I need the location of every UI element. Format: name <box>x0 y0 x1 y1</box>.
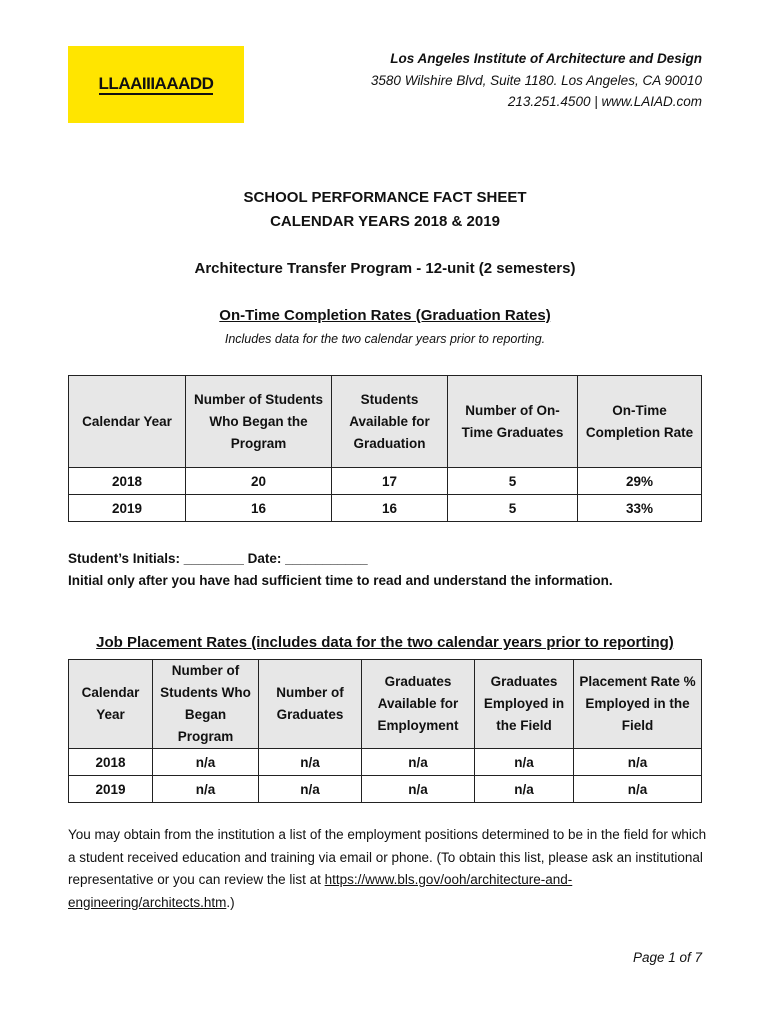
completion-heading: On-Time Completion Rates (Graduation Rates) <box>219 307 551 324</box>
placement-heading: Job Placement Rates (includes data for the two calendar years prior to reporting) <box>96 634 674 651</box>
table-cell: 5 <box>448 495 578 522</box>
column-header: Graduates Available for Employment <box>362 660 475 749</box>
table-cell: n/a <box>153 749 259 776</box>
title-line-2: CALENDAR YEARS 2018 & 2019 <box>270 213 500 230</box>
initials-line: Student’s Initials: ________ Date: ___________ <box>68 551 368 566</box>
table-cell: n/a <box>259 776 362 803</box>
table-cell: 16 <box>332 495 448 522</box>
note-text: You may obtain from the institution a list of the employment positions determined to be in the field for which a student received education and training via email or phone. (To obtain this list, please ask an institutional representative or you can review the list at <box>68 827 707 887</box>
table-cell: 16 <box>186 495 332 522</box>
institution-header <box>371 48 702 113</box>
table-row <box>69 776 702 803</box>
table-cell: 2018 <box>69 749 153 776</box>
table-cell: n/a <box>574 776 702 803</box>
table-cell: n/a <box>362 749 475 776</box>
placement-table <box>68 659 702 803</box>
table-cell: n/a <box>475 776 574 803</box>
table-cell: n/a <box>153 776 259 803</box>
table-cell: 5 <box>448 468 578 495</box>
institution-logo <box>68 46 244 123</box>
table-header-row <box>69 660 702 749</box>
institution-contact: 213.251.4500 | www.LAIAD.com <box>507 94 702 109</box>
initials-instruction: Initial only after you have had sufficient time to read and understand the information. <box>68 573 613 588</box>
column-header: Placement Rate % Employed in the Field <box>574 660 702 749</box>
table-cell: 2019 <box>69 495 186 522</box>
table-header-row <box>69 376 702 468</box>
table-cell: 33% <box>578 495 702 522</box>
table-cell: 17 <box>332 468 448 495</box>
employment-note <box>68 824 708 914</box>
column-header: On-Time Completion Rate <box>578 376 702 468</box>
student-initials-block <box>68 548 613 592</box>
table-row <box>69 749 702 776</box>
bls-link[interactable]: https://www.bls.gov/ooh/architecture-and-engineering/architects.htm <box>68 872 573 910</box>
table-cell: n/a <box>574 749 702 776</box>
table-cell: n/a <box>259 749 362 776</box>
table-cell: n/a <box>475 749 574 776</box>
column-header: Graduates Employed in the Field <box>475 660 574 749</box>
program-name: Architecture Transfer Program - 12-unit (2 semesters) <box>194 260 576 277</box>
table-cell: 2019 <box>69 776 153 803</box>
column-header: Number of Students Who Began the Program <box>186 376 332 468</box>
institution-address: 3580 Wilshire Blvd, Suite 1180. Los Angeles, CA 90010 <box>370 72 702 88</box>
table-cell: 29% <box>578 468 702 495</box>
column-header: Number of On-Time Graduates <box>448 376 578 468</box>
column-header: Students Available for Graduation <box>332 376 448 468</box>
title-line-1: SCHOOL PERFORMANCE FACT SHEET <box>243 189 527 206</box>
completion-table <box>68 375 702 522</box>
document-title <box>0 186 770 234</box>
table-cell: 2018 <box>69 468 186 495</box>
table-cell: 20 <box>186 468 332 495</box>
table-row <box>69 495 702 522</box>
institution-name: Los Angeles Institute of Architecture and Design <box>390 51 702 66</box>
column-header: Calendar Year <box>69 660 153 749</box>
logo-wordmark: LLAAIIIAAADD <box>98 73 214 93</box>
column-header: Number of Students Who Began Program <box>153 660 259 749</box>
completion-subheading: Includes data for the two calendar years prior to reporting. <box>224 332 546 346</box>
column-header: Number of Graduates <box>259 660 362 749</box>
table-cell: n/a <box>362 776 475 803</box>
column-header: Calendar Year <box>69 376 186 468</box>
page-number: Page 1 of 7 <box>632 950 702 965</box>
table-row <box>69 468 702 495</box>
note-end: .) <box>226 894 235 910</box>
